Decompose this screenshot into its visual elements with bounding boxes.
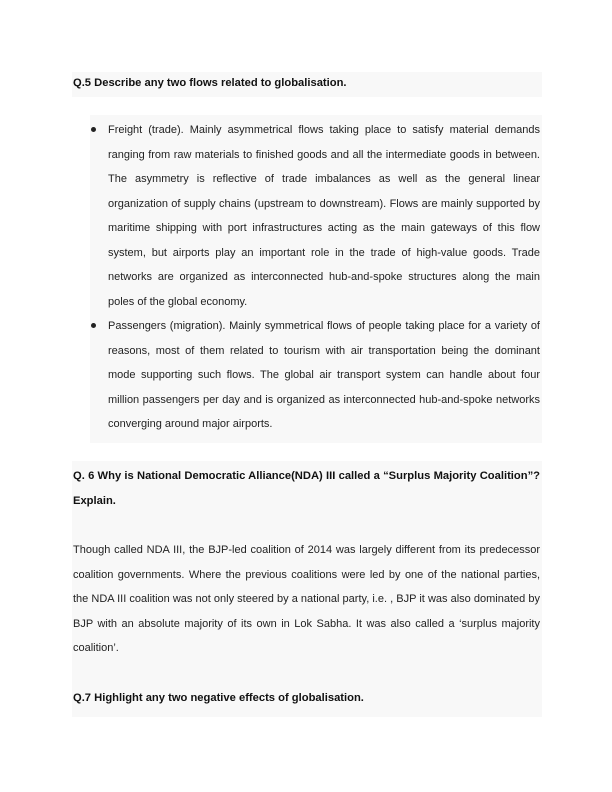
bullet-icon xyxy=(91,127,96,132)
q5-heading: Q.5 Describe any two flows related to globalisation. xyxy=(73,77,347,89)
bullet-icon xyxy=(91,323,96,328)
q6-answer-paragraph: Though called NDA III, the BJP-led coalition of 2014 was largely different from its predecessor coalition governments. Where the previous coalitions were led by one of the national parties, the NDA III coalition was not only steered by a national party, i.e. , BJP it was also dominated by BJP with an absolute majority of its own in Lok Sabha. It was also called a ‘surplus majority coalition’. xyxy=(73,544,540,654)
list-item-text: Passengers (migration). Mainly symmetrical flows of people taking place for a variety of reasons, most of them related to tourism with air transportation being the dominant mode supporting such flows. The global air transport system can handle about four million passengers per day and is organized as interconnected hub-and-spoke networks converging around major airports. xyxy=(108,320,540,430)
q7-heading: Q.7 Highlight any two negative effects of globalisation. xyxy=(73,692,364,704)
list-item-text: Freight (trade). Mainly asymmetrical flows taking place to satisfy material demands ranging from raw materials to finished goods and all the intermediate goods in between. The asymmetry is reflective of trade imbalances as well as the general linear organization of supply chains (upstream to downstream). Flows are mainly supported by maritime shipping with port infrastructures acting as the main gateways of this flow system, but airports play an important role in the trade of high-value goods. Trade networks are organized as interconnected hub-and-spoke structures along the main poles of the global economy. xyxy=(108,124,540,308)
q5-answer-list xyxy=(90,118,540,437)
q6-heading: Q. 6 Why is National Democratic Alliance(NDA) III called a “Surplus Majority Coalition”? Explain. xyxy=(73,470,540,507)
list-item-freight xyxy=(90,118,540,314)
list-item-passengers xyxy=(90,314,540,437)
